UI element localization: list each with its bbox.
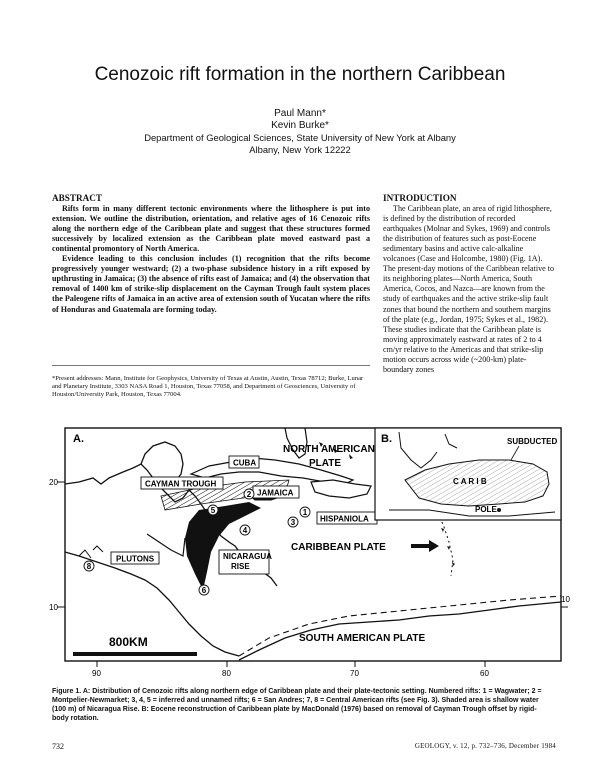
abstract-paragraph-1: Rifts form in many different tectonic environments where the lithosphere is put into extension. We outline the distribution, orientation, and relative ages of 16 Cenozoic rifts along the northern edge of the Caribbean plate and suggest that these structures formed successively by localized extension as the Caribbean plate moved eastward past a continental promontory of North America. [52,204,370,254]
lon-70-label: 70 [350,669,359,678]
lon-80-label: 80 [222,669,231,678]
inset-subducted-label: SUBDUCTED [507,437,558,446]
abstract-heading: ABSTRACT [52,193,103,203]
nicaragua-label: NICARAGUA [223,552,272,561]
figure-1-map [49,424,573,682]
paper-title: Cenozoic rift formation in the northern Caribbean [94,64,506,85]
scale-label: 800KM [109,635,148,649]
introduction-paragraph: The Caribbean plate, an area of rigid lithosphere, is defined by the distribution of recorded earthquakes (Molnar and Sykes, 1969) and controls the distribution of features such as post-Eocene sedimentary basins and active calc-alkaline volcanoes (Case and Holcombe, 1980) (Fig. 1A). The present-day motions of the Caribbean relative to its neighboring plates—North America, South America, Cocos, and Nazca—are known from the study of earthquakes and the active strike-slip fault zones that bound the northern and southern margins of the plate (e.g., Jordan, 1975; Sykes et al., 1982). These studies indicate that the Caribbean plate is moving approximately eastward at rates of 2 to 4 cm/yr relative to the Americas and that strike-slip motion occurs across wide (~200-km) plate-boundary zones [383,204,555,374]
rift-3-label: 3 [290,518,296,527]
hispaniola-label: HISPANIOLA [320,514,369,524]
lat-10-label-left: 10 [49,603,58,612]
abstract-section [52,193,370,315]
author-footnote: *Present addresses: Mann, Institute for Geophysics, University of Texas at Austin, Austin, Texas 78712; Burke, Lunar and Planetary Institute, 3303 NASA Road 1, Houston, Texas 77058, and Department of Geosciences, University of Houston/University Park, Houston, Texas 77004. [52,365,370,400]
figure-1-caption: Figure 1. A: Distribution of Cenozoic rifts along northern edge of Caribbean plate and their plate-tectonic setting. Numbered rifts: 1 = Wagwater; 2 = Montpelier-Newmarket; 3, 4, 5 = inferred and unnamed rifts; 6 = San Andres; 7, 8 = Central American rifts (see Fig. 3). Shaded area is shallow water (100 m) of Nicaragua Rise. B: Eocene reconstruction of Caribbean plate by MacDonald (1976) based on removal of Cayman Trough offset by rigid-body rotation. [52,688,542,723]
panel-b-label: B. [381,433,392,445]
rift-1-label: 1 [302,508,308,517]
rise-label: RISE [231,562,250,571]
plutons-label: PLUTONS [116,554,155,564]
abstract-paragraph-2: Evidence leading to this conclusion includes (1) recognition that the rifts become progressively younger westward; (2) a two-phase subsidence history in a rift exposed by upthrusting in Jamaica; (3) the absence of rifts east of Jamaica; and (4) the observation that removal of 1400 km of strike-slip displacement on the Cayman Trough fault system places the Paleogene rifts of Jamaica in an active area of extension south of Yucatan where the rifts of Honduras and Guatemala are forming today. [52,254,370,314]
lon-90-label: 90 [92,669,101,678]
lat-10-label-right: 10 [561,595,570,604]
inset-carib-label: C A R I B [453,477,487,486]
introduction-heading: INTRODUCTION [383,193,457,203]
rift-4-label: 4 [242,526,248,535]
inset-pole-marker [497,508,501,512]
caribbean-plate-label: CARIBBEAN PLATE [291,542,386,553]
cayman-trough-label: CAYMAN TROUGH [145,479,217,489]
rift-8-label: 8 [86,562,92,571]
rift-5-label: 5 [210,506,216,515]
author-2: Kevin Burke* [271,120,329,131]
cuba-label: CUBA [233,458,257,468]
author-1: Paul Mann* [274,108,326,119]
page-number: 732 [52,742,64,751]
inset-pole-label: POLE [475,505,497,514]
jamaica-label: JAMAICA [257,488,294,498]
south-american-plate-label: SOUTH AMERICAN PLATE [299,633,426,644]
rift-2-label: 2 [246,490,252,499]
lon-60-label: 60 [480,669,489,678]
scale-bar [73,652,197,656]
rift-6-label: 6 [201,586,207,595]
panel-a-label: A. [73,433,84,445]
introduction-section [383,193,555,375]
affiliation-department: Department of Geological Sciences, State University of New York at Albany [144,132,456,143]
affiliation-city: Albany, New York 12222 [249,144,351,155]
journal-reference: GEOLOGY, v. 12, p. 732–736, December 1984 [414,742,556,750]
lat-20-label: 20 [49,478,58,487]
north-american-plate-label: NORTH AMERICAN [283,444,375,455]
north-american-plate-label-2: PLATE [309,458,342,469]
